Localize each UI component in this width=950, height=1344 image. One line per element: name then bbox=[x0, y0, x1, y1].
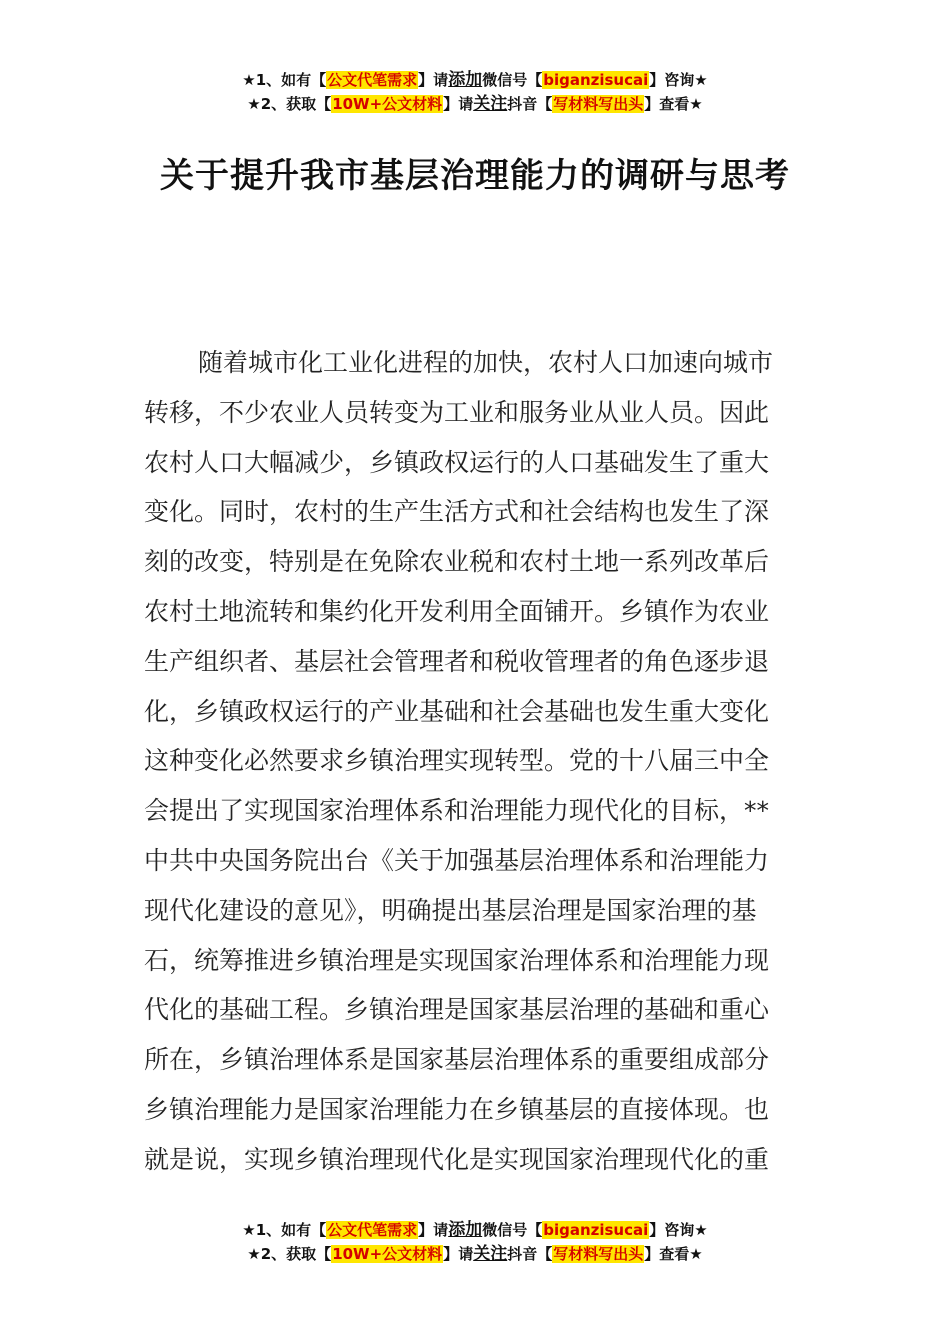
promo-text: 】咨询★ bbox=[649, 1221, 708, 1239]
promo-text: 抖音【 bbox=[507, 1245, 553, 1263]
promo-emphasis: 关注 bbox=[473, 1244, 508, 1264]
body-line: 会提出了实现国家治理体系和治理能力现代化的目标，** bbox=[144, 796, 770, 826]
document-body bbox=[144, 338, 808, 1185]
promo-text: ★1、如有【 bbox=[242, 71, 327, 89]
promo-text: ★2、获取【 bbox=[247, 95, 332, 113]
body-line: 石，统筹推进乡镇治理是实现国家治理体系和治理能力现 bbox=[144, 945, 770, 975]
promo-line-2 bbox=[0, 92, 950, 116]
promo-emphasis: 添加 bbox=[448, 70, 483, 90]
body-line: 现代化建设的意见》，明确提出基层治理是国家治理的基 bbox=[144, 895, 757, 925]
body-line: 变化。同时，农村的生产生活方式和社会结构也发生了深 bbox=[144, 497, 770, 527]
promo-douyin-id: 写材料写出头 bbox=[553, 95, 644, 113]
promo-text: 】请 bbox=[443, 95, 474, 113]
promo-line-2 bbox=[0, 1242, 950, 1266]
body-line: 就是说，实现乡镇治理现代化是实现国家治理现代化的重 bbox=[144, 1144, 770, 1174]
promo-text: 】请 bbox=[418, 1221, 449, 1239]
promo-line-1 bbox=[0, 1218, 950, 1242]
promo-douyin-id: 写材料写出头 bbox=[553, 1245, 644, 1263]
body-line: 农村人口大幅减少，乡镇政权运行的人口基础发生了重大 bbox=[144, 447, 770, 477]
promo-wechat-id: biganzisucai bbox=[543, 1221, 649, 1239]
body-line: 刻的改变，特别是在免除农业税和农村土地一系列改革后 bbox=[144, 547, 770, 577]
promo-text: 抖音【 bbox=[507, 95, 553, 113]
promo-text: 】请 bbox=[443, 1245, 474, 1263]
body-line: 这种变化必然要求乡镇治理实现转型。党的十八届三中全 bbox=[144, 746, 770, 776]
promo-banner-top bbox=[0, 68, 950, 116]
promo-banner-bottom bbox=[0, 1218, 950, 1266]
promo-highlight: 10W+公文材料 bbox=[332, 1245, 443, 1263]
body-line: 生产组织者、基层社会管理者和税收管理者的角色逐步退 bbox=[144, 646, 770, 676]
body-line: 所在，乡镇治理体系是国家基层治理体系的重要组成部分 bbox=[144, 1045, 770, 1075]
promo-emphasis: 添加 bbox=[448, 1220, 483, 1240]
promo-text: 微信号【 bbox=[482, 71, 543, 89]
body-line: 农村土地流转和集约化开发利用全面铺开。乡镇作为农业 bbox=[144, 596, 770, 626]
promo-highlight: 公文代笔需求 bbox=[327, 1221, 418, 1239]
promo-wechat-id: biganzisucai bbox=[543, 71, 649, 89]
promo-text: 微信号【 bbox=[482, 1221, 543, 1239]
promo-text: ★2、获取【 bbox=[247, 1245, 332, 1263]
body-line: 随着城市化工业化进程的加快，农村人口加速向城市 bbox=[198, 348, 774, 377]
body-line: 代化的基础工程。乡镇治理是国家基层治理的基础和重心 bbox=[144, 995, 770, 1025]
body-line: 中共中央国务院出台《关于加强基层治理体系和治理能力 bbox=[144, 845, 770, 875]
promo-line-1 bbox=[0, 68, 950, 92]
body-line: 乡镇治理能力是国家治理能力在乡镇基层的直接体现。也 bbox=[144, 1094, 770, 1124]
promo-highlight: 10W+公文材料 bbox=[332, 95, 443, 113]
promo-highlight: 公文代笔需求 bbox=[327, 71, 418, 89]
body-line: 转移，不少农业人员转变为工业和服务业从业人员。因此 bbox=[144, 397, 770, 427]
promo-text: 】查看★ bbox=[644, 1245, 703, 1263]
promo-emphasis: 关注 bbox=[473, 94, 508, 114]
promo-text: 】查看★ bbox=[644, 95, 703, 113]
body-line: 化，乡镇政权运行的产业基础和社会基础也发生重大变化 bbox=[144, 696, 770, 726]
promo-text: 】咨询★ bbox=[649, 71, 708, 89]
promo-text: 】请 bbox=[418, 71, 449, 89]
promo-text: ★1、如有【 bbox=[242, 1221, 327, 1239]
document-title: 关于提升我市基层治理能力的调研与思考 bbox=[160, 156, 790, 196]
